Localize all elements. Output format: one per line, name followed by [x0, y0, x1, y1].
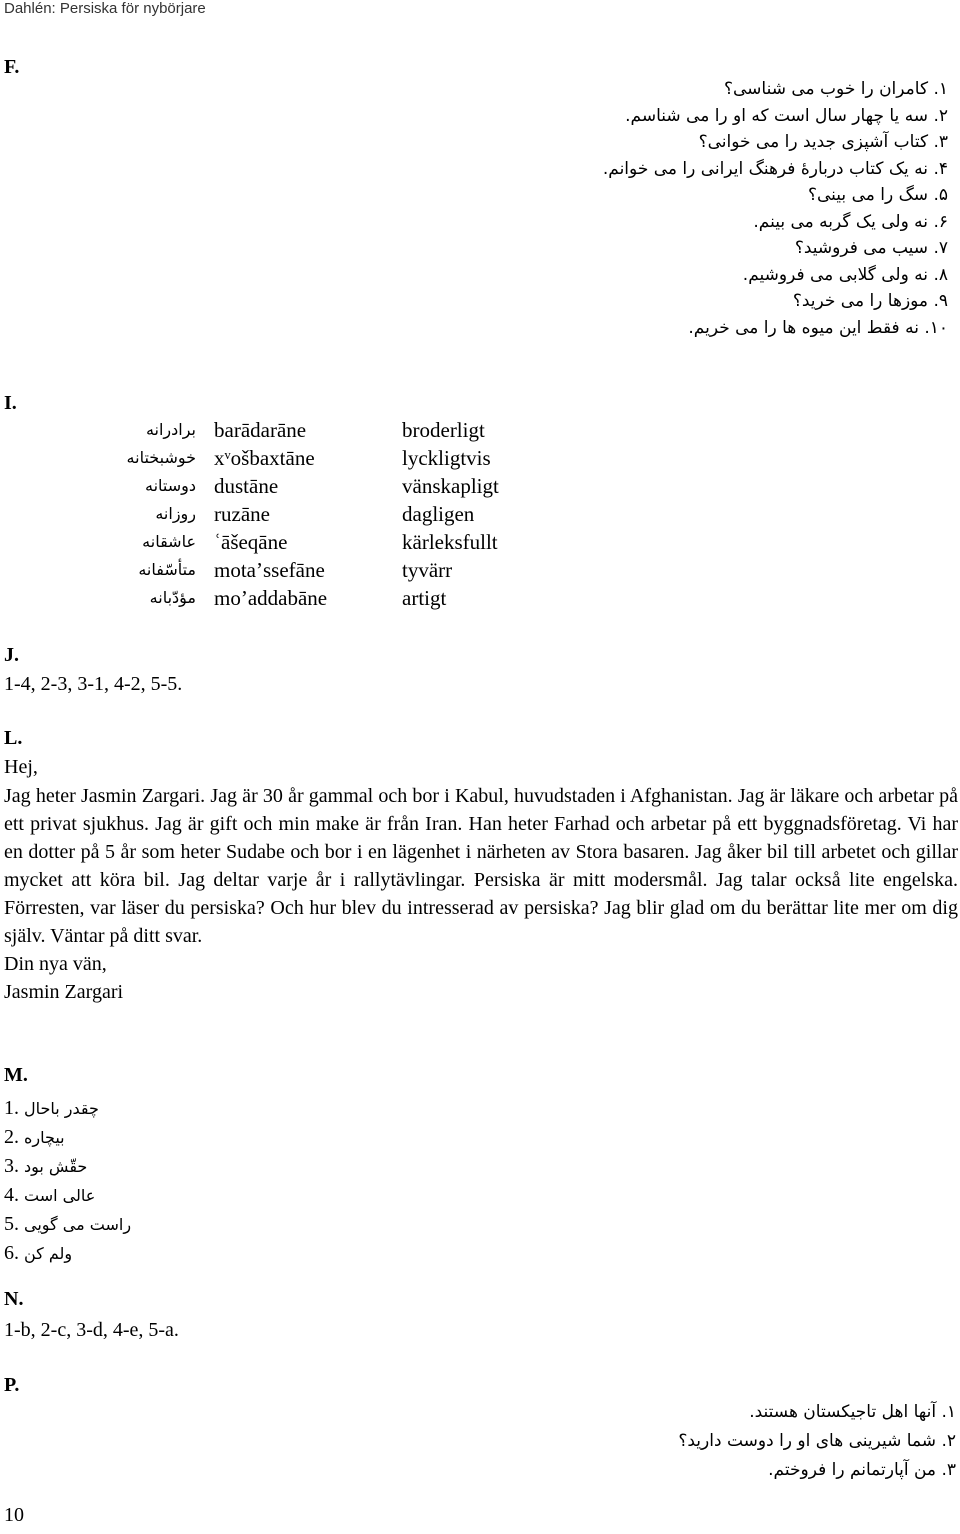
persian-phrase: حقّش بود: [24, 1157, 88, 1176]
list-item: [4, 1181, 131, 1210]
list-item: [4, 1239, 131, 1268]
list-item: ۷. سیب می فروشید؟: [308, 235, 948, 262]
swedish-word: artigt: [402, 586, 447, 610]
list-item: [4, 1094, 131, 1123]
swedish-word: lyckligtvis: [402, 446, 491, 470]
transliteration: barādarāne: [214, 418, 307, 442]
persian-phrase: چقدر باحال: [24, 1099, 99, 1118]
list-item: [4, 1210, 131, 1239]
persian-phrase: ولم کن: [24, 1244, 73, 1263]
list-item: ۱۰. نه فقط این میوه ها را می خریم.: [308, 315, 948, 342]
item-number: ۸: [938, 264, 948, 285]
table-row: [0, 500, 540, 528]
letter-signature: Jasmin Zargari: [4, 981, 124, 1003]
section-j-label: J.: [4, 644, 19, 666]
letter-greeting: Hej,: [4, 756, 38, 778]
list-item: [4, 1152, 131, 1181]
list-item: ۸. نه ولی گلابی می فروشیم.: [308, 262, 948, 289]
list-item: ۱. آنها اهل تاجیکستان هستند.: [749, 1402, 956, 1422]
transliteration: moʼaddabāne: [214, 586, 328, 610]
persian-word: عاشقانه: [142, 532, 196, 551]
list-item: ۶. نه ولی یک گربه می بینم.: [308, 209, 948, 236]
list-item: [4, 1123, 131, 1152]
item-number: 3.: [4, 1155, 19, 1177]
list-item: ۲. شما شیرینی های او را دوست دارید؟: [678, 1431, 956, 1451]
swedish-word: broderligt: [402, 418, 485, 442]
item-number: ۲: [946, 1431, 956, 1451]
item-number: 1.: [4, 1097, 19, 1119]
swedish-word: vänskapligt: [402, 474, 499, 498]
item-text: کامران را خوب می شناسی؟: [723, 79, 929, 99]
list-item: ۵. سگ را می بینی؟: [308, 182, 948, 209]
item-number: ۴: [938, 158, 948, 179]
item-number: ۵: [938, 185, 948, 205]
table-row: [0, 584, 540, 612]
list-item: ۲. سه یا چهار سال است که او را می شناسم.: [308, 103, 948, 130]
persian-word: مؤدّبانه: [149, 588, 196, 607]
swedish-word: tyvärr: [402, 558, 453, 582]
item-text: سیب می فروشید؟: [794, 238, 929, 258]
item-text: من آپارتمانم را فروختم.: [768, 1460, 937, 1480]
persian-phrase: بیچاره: [24, 1128, 65, 1147]
transliteration: motaʼssefāne: [214, 558, 325, 582]
item-number: ۳: [938, 132, 948, 152]
transliteration: ʿāšeqāne: [214, 530, 288, 554]
item-text: شما شیرینی های او را دوست دارید؟: [678, 1431, 937, 1451]
table-row: [0, 472, 540, 500]
swedish-word: dagligen: [402, 502, 475, 526]
table-row: [0, 444, 540, 472]
table-row: [0, 556, 540, 584]
item-number: 5.: [4, 1213, 19, 1235]
item-number: ۶: [938, 211, 948, 232]
persian-word: دوستانه: [145, 476, 196, 495]
section-m-list: [4, 1094, 131, 1268]
list-item: ۳. کتاب آشپزی جدید را می خوانی؟: [308, 129, 948, 156]
item-number: ۳: [946, 1460, 956, 1480]
item-text: آنها اهل تاجیکستان هستند.: [749, 1402, 937, 1422]
section-l-label: L.: [4, 727, 23, 749]
page-number: 10: [4, 1504, 24, 1526]
letter: [4, 782, 958, 1006]
section-n-answer: 1-b, 2-c, 3-d, 4-e, 5-a.: [4, 1319, 179, 1341]
item-text: نه فقط این میوه ها را می خریم.: [688, 317, 919, 338]
item-number: ۹: [938, 291, 948, 311]
section-f-list: [308, 76, 948, 341]
section-p-list: [456, 1398, 956, 1485]
list-item: ۹. موزها را می خرید؟: [308, 288, 948, 315]
persian-word: روزانه: [155, 504, 196, 523]
running-header: Dahlén: Persiska för nybörjare: [4, 0, 206, 17]
section-i-label: I.: [4, 392, 17, 414]
item-text: نه یک کتاب دربارۀ فرهنگ ایرانی را می خوانم.: [602, 158, 929, 179]
vocabulary-table: [0, 416, 540, 626]
item-text: سه یا چهار سال است که او را می شناسم.: [625, 105, 929, 126]
transliteration: dustāne: [214, 474, 279, 498]
item-number: ۱: [938, 79, 948, 99]
item-number: ۷: [938, 238, 948, 258]
table-row: [0, 528, 540, 556]
transliteration: xᵛošbaxtāne: [214, 446, 315, 470]
item-number: 4.: [4, 1184, 19, 1206]
transliteration: ruzāne: [214, 502, 270, 526]
section-f-label: F.: [4, 56, 20, 78]
item-text: کتاب آشپزی جدید را می خوانی؟: [698, 132, 929, 152]
section-n-label: N.: [4, 1288, 24, 1310]
persian-word: متأسّفانه: [138, 560, 196, 579]
list-item: ۱. کامران را خوب می شناسی؟: [308, 76, 948, 103]
item-number: ۱۰: [929, 317, 948, 338]
persian-word: خوشبختانه: [126, 448, 196, 467]
letter-body: Jag heter Jasmin Zargari. Jag är 30 år gammal och bor i Kabul, huvudstaden i Afghanistan. Jag är läkare och arbetar på ett privat sjukhus. Jag är gift och min make är från Iran. Han heter Farhad och arbetar på ett byggnadsföretag. Vi har en dotter på 5 år som heter Sudabe och bor i en lägenhet i närheten av Stora basaren. Jag åker bil till arbetet och gillar mycket att köra bil. Jag deltar varje år i rallytävlingar. Persiska är mitt modersmål. Jag talar också lite engelska. Förresten, var läser du persiska? Och hur blev du intresserad av persiska? Jag blir glad om du berättar lite mer om dig själv. Väntar på ditt svar.: [4, 785, 958, 947]
item-text: موزها را می خرید؟: [792, 291, 929, 311]
persian-phrase: راست می گویی: [24, 1215, 132, 1234]
persian-phrase: عالی است: [24, 1186, 96, 1205]
item-number: 6.: [4, 1242, 19, 1264]
section-j-answer: 1-4, 2-3, 3-1, 4-2, 5-5.: [4, 673, 183, 695]
section-m-label: M.: [4, 1064, 28, 1086]
item-number: ۲: [938, 105, 948, 126]
item-number: 2.: [4, 1126, 19, 1148]
item-text: سگ را می بینی؟: [807, 185, 929, 205]
section-p-label: P.: [4, 1374, 20, 1396]
swedish-word: kärleksfullt: [402, 530, 498, 554]
list-item: ۳. من آپارتمانم را فروختم.: [768, 1460, 956, 1480]
letter-closing: Din nya vän,: [4, 953, 107, 975]
item-number: ۱: [946, 1402, 956, 1422]
list-item: ۴. نه یک کتاب دربارۀ فرهنگ ایرانی را می خوانم.: [308, 156, 948, 183]
item-text: نه ولی یک گربه می بینم.: [753, 211, 929, 232]
table-row: [0, 416, 540, 444]
item-text: نه ولی گلابی می فروشیم.: [742, 264, 929, 285]
persian-word: برادرانه: [145, 420, 196, 439]
